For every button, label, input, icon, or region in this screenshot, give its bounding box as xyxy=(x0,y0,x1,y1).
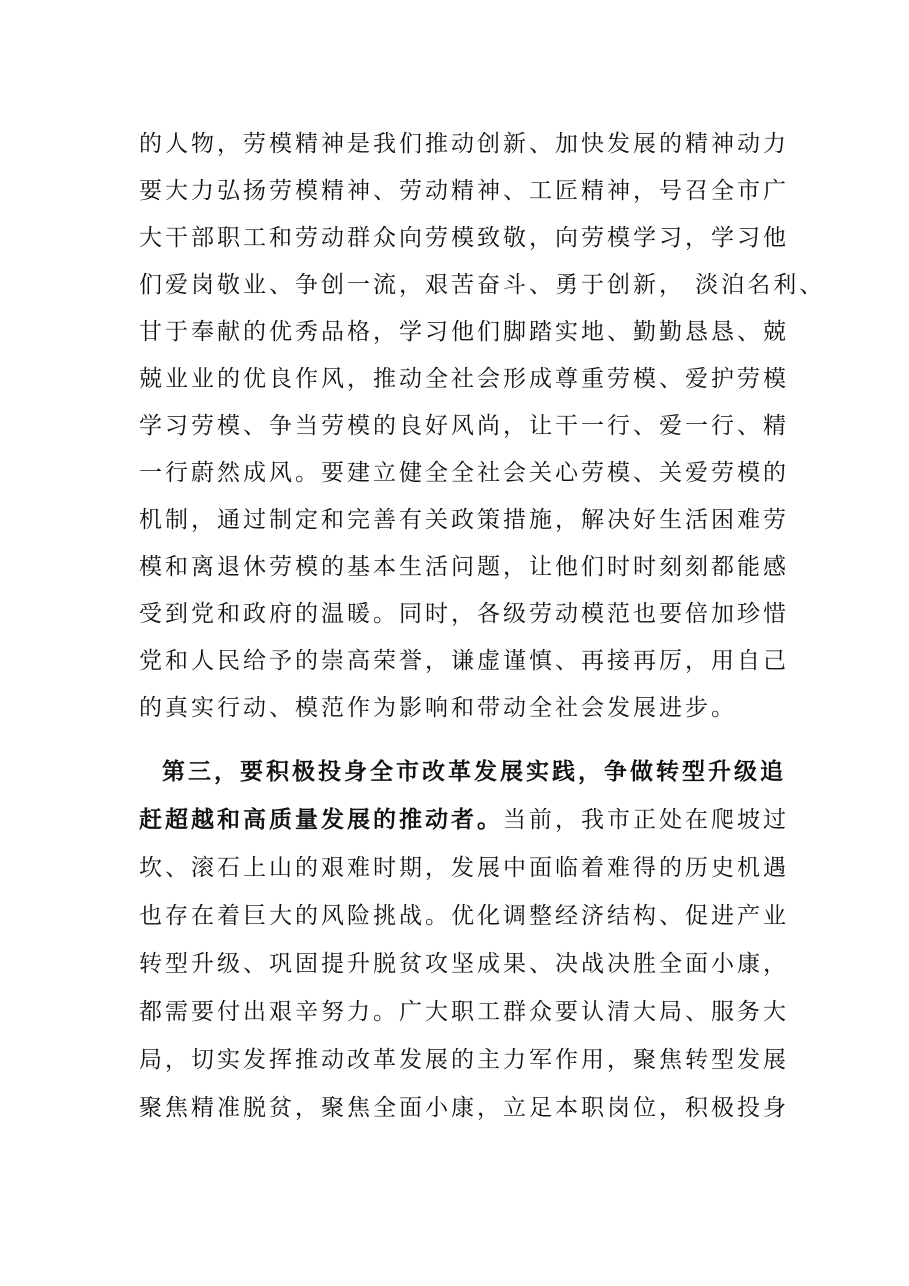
section-heading-line: 第三，要积极投身全市改革发展实践，争做转型升级追 xyxy=(162,758,786,785)
body-text-line: 模和离退休劳模的基本生活问题，让他们时时刻刻都能感 xyxy=(139,554,789,580)
mixed-text-line xyxy=(139,800,789,840)
body-text-line: 都需要付出艰辛努力。广大职工群众要认清大局、服务大 xyxy=(139,999,789,1025)
body-text-line: 局，切实发挥推动改革发展的主力军作用，聚焦转型发展 xyxy=(139,1047,789,1073)
body-text-line: 机制，通过制定和完善有关政策措施，解决好生活困难劳 xyxy=(139,507,789,533)
body-text-line: 们爱岗敬业、争创一流，艰苦奋斗、勇于创新， 淡泊名利、 xyxy=(139,272,826,298)
body-text-line: 坎、滚石上山的艰难时期，发展中面临着难得的历史机遇 xyxy=(139,855,789,881)
body-text-line: 兢业业的优良作风，推动全社会形成尊重劳模、爱护劳模 xyxy=(139,366,789,392)
body-text-line: 学习劳模、争当劳模的良好风尚，让干一行、爱一行、精 xyxy=(139,413,789,439)
body-text-line: 受到党和政府的温暖。同时，各级劳动模范也要倍加珍惜 xyxy=(139,601,789,627)
body-text-line: 要大力弘扬劳模精神、劳动精神、工匠精神，号召全市广 xyxy=(139,178,789,204)
body-text-line: 聚焦精准脱贫，聚焦全面小康，立足本职岗位，积极投身 xyxy=(139,1095,789,1121)
section-heading-end: 赶超越和高质量发展的推动者。 xyxy=(139,806,503,833)
body-text-line: 大干部职工和劳动群众向劳模致敬，向劳模学习，学习他 xyxy=(139,225,789,251)
body-text-span: 当前，我市正处在爬坡过 xyxy=(503,807,789,833)
body-text-line: 的真实行动、模范作为影响和带动全社会发展进步。 xyxy=(139,695,737,721)
body-text-line: 转型升级、巩固提升脱贫攻坚成果、决战决胜全面小康， xyxy=(139,951,789,977)
body-text-line: 甘于奉献的优秀品格，学习他们脚踏实地、勤勤恳恳、兢 xyxy=(139,319,789,345)
body-text-line: 党和人民给予的崇高荣誉，谦虚谨慎、再接再厉，用自己 xyxy=(139,648,789,674)
body-text-line: 也存在着巨大的风险挑战。优化调整经济结构、促进产业 xyxy=(139,903,789,929)
body-text-line: 一行蔚然成风。要建立健全全社会关心劳模、关爱劳模的 xyxy=(139,460,789,486)
body-text-line: 的人物，劳模精神是我们推动创新、加快发展的精神动力 xyxy=(139,131,789,157)
